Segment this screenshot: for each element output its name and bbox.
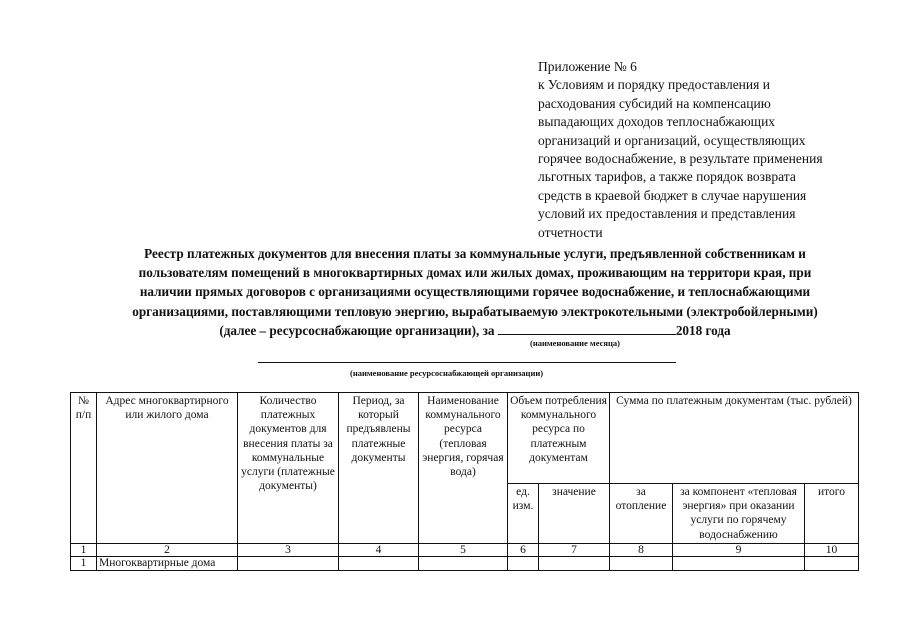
appendix-line: горячее водоснабжение, в результате применения <box>538 151 823 167</box>
column-number: 2 <box>97 544 238 557</box>
row-num-cell: 1 <box>71 557 97 571</box>
appendix-line: льготных тарифов, а также порядок возврата <box>538 169 796 185</box>
appendix-line: к Условиям и порядку предоставления и <box>538 77 770 93</box>
appendix-line: выпадающих доходов теплоснабжающих <box>538 114 776 130</box>
column-number: 1 <box>71 544 97 557</box>
column-number: 4 <box>339 544 419 557</box>
row-heating-cell[interactable] <box>610 557 673 571</box>
appendix-line: средств в краевой бюджет в случае нарушения <box>538 187 807 203</box>
organization-caption: (наименование ресурсоснабжающей организации) <box>350 368 544 378</box>
header-total: итого <box>805 484 859 544</box>
header-sum: Сумма по платежным документам (тыс. рублей) <box>610 393 859 484</box>
column-number: 3 <box>238 544 339 557</box>
registry-table <box>70 392 859 571</box>
row-total-cell[interactable] <box>805 557 859 571</box>
row-unit-cell[interactable] <box>508 557 539 571</box>
header-component: за компонент «тепловая энергия» при оказании услуги по горячему водоснабжению <box>673 484 805 544</box>
row-value-cell[interactable] <box>539 557 610 571</box>
appendix-line: организаций и организаций, осуществляющих <box>538 132 806 148</box>
appendix-block <box>538 58 878 242</box>
table-row <box>71 557 859 571</box>
header-row <box>71 393 859 484</box>
row-resource-cell[interactable] <box>419 557 508 571</box>
row-count-cell[interactable] <box>238 557 339 571</box>
header-count: Количество платежных документов для внесения платы за коммунальные услуги (платежные документы) <box>238 393 339 544</box>
column-number: 6 <box>508 544 539 557</box>
row-period-cell[interactable] <box>339 557 419 571</box>
row-component-cell[interactable] <box>673 557 805 571</box>
header-unit: ед. изм. <box>508 484 539 544</box>
header-value: значение <box>539 484 610 544</box>
organization-blank-field[interactable] <box>258 362 676 363</box>
title-line-last <box>60 321 890 340</box>
header-period: Период, за который предъявлены платежные документы <box>339 393 419 544</box>
header-heating: за отопление <box>610 484 673 544</box>
title-last-suffix: 2018 года <box>675 322 731 338</box>
column-number: 10 <box>805 544 859 557</box>
appendix-line: Приложение № 6 <box>538 59 637 74</box>
title-line: пользователям помещений в многоквартирных домах или жилых домах, проживающим на территори края, при <box>138 265 812 281</box>
column-number: 8 <box>610 544 673 557</box>
title-line: Реестр платежных документов для внесения платы за коммунальные услуги, предъявленной собственникам и <box>144 246 806 261</box>
appendix-line: отчетности <box>538 224 603 240</box>
document-title <box>60 244 890 340</box>
appendix-line: расходования субсидий на компенсацию <box>538 95 771 111</box>
month-caption: (наименование месяца) <box>530 338 620 348</box>
title-line: организациями, поставляющими тепловую энергию, вырабатываемую электрокотельными (электробойлерными) <box>132 303 818 319</box>
header-num: № п/п <box>71 393 97 544</box>
row-address-cell: Многоквартирные дома <box>97 557 238 571</box>
column-number: 7 <box>539 544 610 557</box>
title-last-prefix: (далее – ресурсоснабжающие организации), за <box>219 322 495 338</box>
column-number: 9 <box>673 544 805 557</box>
header-resource: Наименование коммунального ресурса (тепловая энергия, горячая вода) <box>419 393 508 544</box>
column-number-row <box>71 544 859 557</box>
appendix-line: условий их предоставления и представления <box>538 206 796 222</box>
title-line: наличии прямых договоров с организациями осуществляющими горячее водоснабжение, и теплоснабжающими <box>139 284 811 300</box>
month-blank-field[interactable] <box>498 322 676 335</box>
header-volume: Объем потребления коммунального ресурса по платежным документам <box>508 393 610 484</box>
column-number: 5 <box>419 544 508 557</box>
header-address: Адрес многоквартирного или жилого дома <box>97 393 238 544</box>
